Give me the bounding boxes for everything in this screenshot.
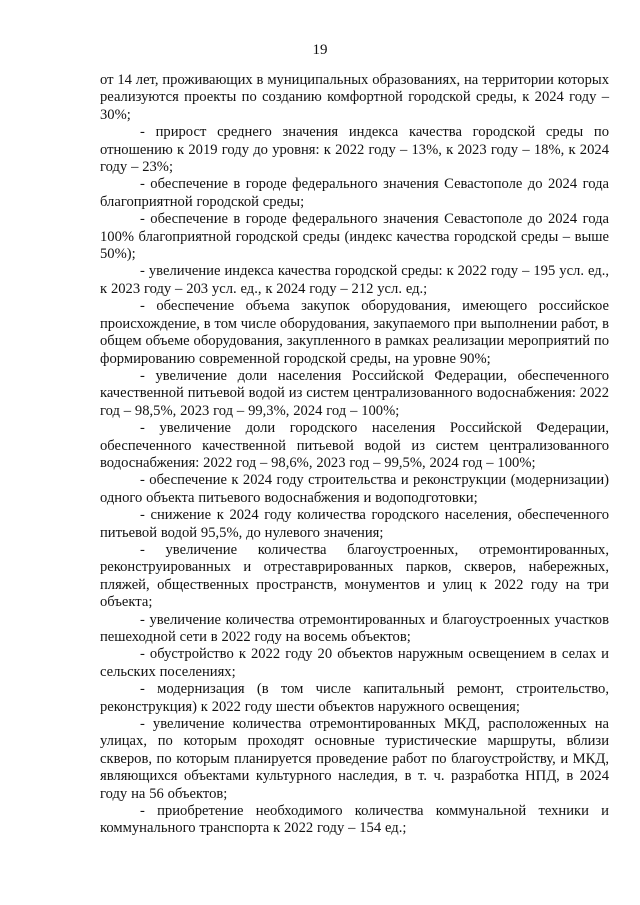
document-body bbox=[100, 72, 609, 838]
paragraph: - модернизация (в том числе капитальный ремонт, строительство, реконструкция) к 2022 году шести объектов наружного освещения; bbox=[100, 681, 609, 715]
paragraph: - приобретение необходимого количества коммунальной техники и коммунального транспорта к 2022 году – 154 ед.; bbox=[100, 803, 609, 837]
paragraph: - прирост среднего значения индекса качества городской среды по отношению к 2019 году до уровня: к 2022 году – 13%, к 2023 году – 18%, к 2024 году – 23%; bbox=[100, 124, 609, 176]
paragraph: - увеличение доли населения Российской Федерации, обеспеченного качественной питьевой водой из систем централизованного водоснабжения: 2022 год – 98,5%, 2023 год – 99,3%, 2024 год – 100%; bbox=[100, 367, 609, 419]
paragraph: - увеличение количества отремонтированных МКД, расположенных на улицах, по которым проходят основные туристические маршруты, вблизи скверов, по которым планируется проведение работ по благоустройству, и МКД, являющихся объектами культурного наследия, в т. ч. разработка НПД, в 2024 году на 56 объектов; bbox=[100, 716, 609, 802]
paragraph: - обеспечение в городе федерального значения Севастополе до 2024 года 100% благоприятной городской среды (индекс качества городской среды – выше 50%); bbox=[100, 211, 609, 263]
paragraph: от 14 лет, проживающих в муниципальных образованиях, на территории которых реализуются проекты по созданию комфортной городской среды, к 2024 году – 30%; bbox=[100, 72, 609, 123]
paragraph: - увеличение индекса качества городской среды: к 2022 году – 195 усл. ед., к 2023 году – 203 усл. ед., к 2024 году – 212 усл. ед.; bbox=[100, 263, 609, 297]
page-number: 19 bbox=[312, 42, 328, 58]
paragraph: - увеличение доли городского населения Российской Федерации, обеспеченного качественной питьевой водой из систем централизованного водоснабжения: 2022 год – 98,6%, 2023 год – 99,5%, 2024 год – 100%; bbox=[100, 420, 609, 471]
paragraph: - обеспечение в городе федерального значения Севастополе до 2024 года благоприятной городской среды; bbox=[100, 176, 609, 210]
paragraph: - обеспечение к 2024 году строительства и реконструкции (модернизации) одного объекта питьевого водоснабжения и водоподготовки; bbox=[100, 472, 609, 506]
paragraph: - увеличение количества благоустроенных, отремонтированных, реконструированных и отреставрированных парков, скверов, набережных, пляжей, общественных пространств, монументов и улиц к 2022 году на три объекта; bbox=[100, 541, 609, 611]
paragraph: - снижение к 2024 году количества городского населения, обеспеченного питьевой водой 95,5%, до нулевого значения; bbox=[100, 507, 609, 541]
paragraph: - обеспечение объема закупок оборудования, имеющего российское происхождение, в том числе оборудования, закупаемого при выполнении работ, в общем объеме оборудования, закупленного в рамках реализации мероприятий по формированию современной городской среды, на уровне 90%; bbox=[100, 298, 609, 367]
paragraph: - увеличение количества отремонтированных и благоустроенных участков пешеходной сети в 2022 году на восемь объектов; bbox=[100, 611, 609, 645]
paragraph: - обустройство к 2022 году 20 объектов наружным освещением в селах и сельских поселениях; bbox=[100, 646, 609, 680]
